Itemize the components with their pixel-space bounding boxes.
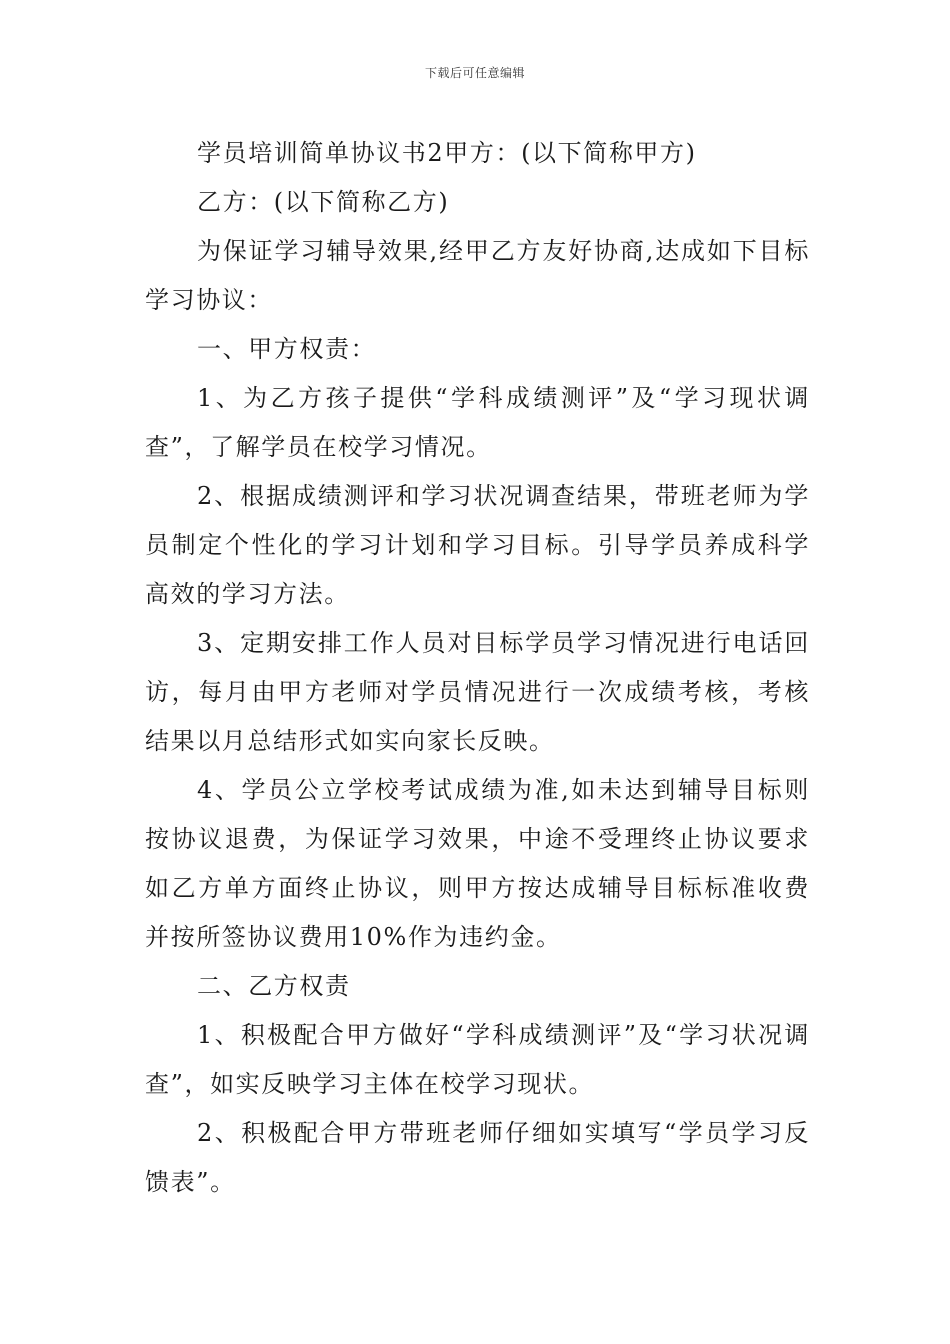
paragraph-party-b: 乙方：(以下简称乙方) xyxy=(197,188,450,216)
paragraph-a-1: 1、为乙方孩子提供“学科成绩测评”及“学习现状调查”，了解学员在校学习情况。 xyxy=(145,384,810,461)
paragraph-intro: 为保证学习辅导效果,经甲乙方友好协商,达成如下目标学习协议： xyxy=(145,237,810,314)
paragraph-b-1: 1、积极配合甲方做好“学科成绩测评”及“学习状况调查”，如实反映学习主体在校学习现状。 xyxy=(145,1021,810,1098)
paragraph-a-2: 2、根据成绩测评和学习状况调查结果，带班老师为学员制定个性化的学习计划和学习目标。引导学员养成科学高效的学习方法。 xyxy=(145,482,810,608)
paragraph-b-2: 2、积极配合甲方带班老师仔细如实填写“学员学习反馈表”。 xyxy=(145,1119,810,1196)
document-body xyxy=(145,129,810,1207)
section-heading-party-a: 一、甲方权责： xyxy=(197,335,377,363)
paragraph-a-3: 3、定期安排工作人员对目标学员学习情况进行电话回访，每月由甲方老师对学员情况进行一次成绩考核，考核结果以月总结形式如实向家长反映。 xyxy=(145,629,810,755)
page-header: 下载后可任意编辑 xyxy=(424,66,525,80)
paragraph-a-4: 4、学员公立学校考试成绩为准,如未达到辅导目标则按协议退费，为保证学习效果，中途不受理终止协议要求如乙方单方面终止协议，则甲方按达成辅导目标标准收费并按所签协议费用10%作为违约金。 xyxy=(145,776,810,951)
section-heading-party-b: 二、乙方权责 xyxy=(197,972,351,1000)
paragraph-title: 学员培训简单协议书2甲方：(以下简称甲方) xyxy=(197,139,697,167)
